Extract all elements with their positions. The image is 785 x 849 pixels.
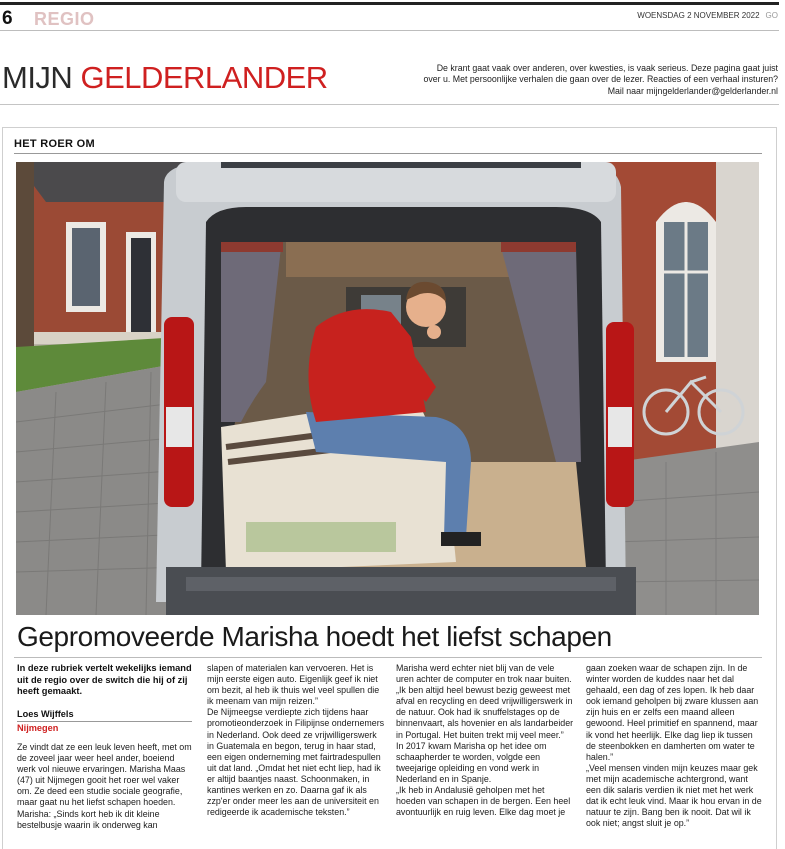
logo-mark: GO: [765, 11, 778, 20]
headline-divider: [14, 657, 762, 658]
column-3-paragraph-2: In 2017 kwam Marisha op het idee om schaapherder te worden, volgde een tweejarige opleiding en vond werk in Nederland en in Spanje.: [396, 740, 547, 784]
column-4-paragraph-2: „Veel mensen vinden mijn keuzes maar gek met mijn academische achtergrond, want een dik salaris verdien ik niet met het werk dat ik echt leuk vind. Maar ik hou ervan in de natuur te zijn. Bang ben ik nooit. Dat wil ik ook niet; angst sluit je op.”: [586, 762, 762, 829]
issue-date: WOENSDAG 2 NOVEMBER 2022: [637, 11, 760, 20]
byline-place: Nijmegen: [17, 723, 59, 733]
page-brand: [2, 60, 328, 96]
article-headline: Gepromoveerde Marisha hoedt het liefst schapen: [17, 621, 612, 652]
intro-line-3: Mail naar mijngelderlander@gelderlander.nl: [607, 85, 778, 96]
intro-line-1: De krant gaat vaak over anderen, over kwesties, is vaak serieus. Deze pagina gaat juist: [436, 63, 778, 73]
folio-divider: [0, 30, 779, 31]
brand-part-2: GELDERLANDER: [80, 60, 328, 95]
column-4-paragraph-1: gaan zoeken waar de schapen zijn. In de winter worden de kuddes naar het dal gehaald, een dag of zes lopen. Ik heb daar ook iemand geholpen bij zware klussen aan zijn huis en er zelfs een maand alleen gewoond. Heel primitief en spannend, maar ik vond het heerlijk. Elke dag liep ik tussen de steenbokken en damherten om water te halen.”: [586, 663, 759, 762]
rubric-divider: [14, 153, 762, 154]
byline-author: Loes Wijffels: [17, 709, 74, 719]
column-2-paragraph-1: slapen of materialen kan vervoeren. Het is mijn eerste eigen auto. Eigenlijk geef ik niet om bezit, al heb ik thuis wel veel spullen die ik meenam van mijn reizen.”: [207, 663, 380, 707]
column-3-paragraph-1: Marisha werd echter niet blij van de vele uren achter de computer en trok naar buiten. „Ik ben altijd heel bewust bezig geweest met afval en recycling en deed vrijwilligerswerk in de natuur. Ook had ik snuffelstages op de binnenvaart, als hovenier en als landarbeider in Portugal. Het buiten trekt mij veel meer.”: [396, 663, 574, 740]
top-rule: [0, 2, 779, 5]
column-1-text: Ze vindt dat ze een leuk leven heeft, met om de zoveel jaar weer heel ander, boeiend werk vol nieuwe ervaringen. Marisha Maas (47) uit Nijmegen gooit het roer wel vaker om. Ze deed een studie sociale geografie, maar gaat nu het liefst schapen hoeden. Marisha: „Sinds kort heb ik dit kleine bestelbusje waarin ik onderweg kan: [17, 742, 192, 830]
article-photo: [16, 162, 759, 615]
section-label: REGIO: [34, 9, 95, 29]
page-number: 6: [2, 8, 13, 29]
article-lead: In deze rubriek vertelt wekelijks iemand uit de regio over de switch die hij of zij heeft gemaakt.: [17, 663, 192, 696]
article-column-2: [207, 663, 385, 818]
article-rubric: HET ROER OM: [14, 138, 95, 150]
article-column-1: [17, 742, 195, 831]
column-2-paragraph-2: De Nijmeegse verdiepte zich tijdens haar promotieonderzoek in Filipijnse ondernemers in Nederland. Ook deed ze vrijwilligerswerk in Guatemala en begon, terug in haar stad, een eigen onderneming met fairtradespullen uit dat land. „Omdat het niet echt liep, had ik er altijd baantjes naast. Schoonmaken, in kantines werken en zo. Daarna gaf ik als zzp'er onder meer les aan de universiteit en redigeerde ik academische teksten.”: [207, 707, 385, 818]
masthead-divider: [0, 104, 779, 105]
byline-divider: [17, 721, 192, 722]
dateline: [560, 11, 778, 20]
intro-line-2: over u. Met persoonlijke verhalen die gaan over de lezer. Reacties of een verhaal insturen?: [423, 74, 778, 85]
article-column-3: [396, 663, 574, 818]
column-3-paragraph-3: „Ik heb in Andalusië geholpen met het hoeden van schapen in de bergen. Een heel avontuurlijk en ruig leven. Elke dag moet je: [396, 785, 571, 818]
brand-part-1: MIJN: [2, 60, 73, 95]
page-intro: [408, 63, 778, 97]
article-column-4: [586, 663, 764, 829]
